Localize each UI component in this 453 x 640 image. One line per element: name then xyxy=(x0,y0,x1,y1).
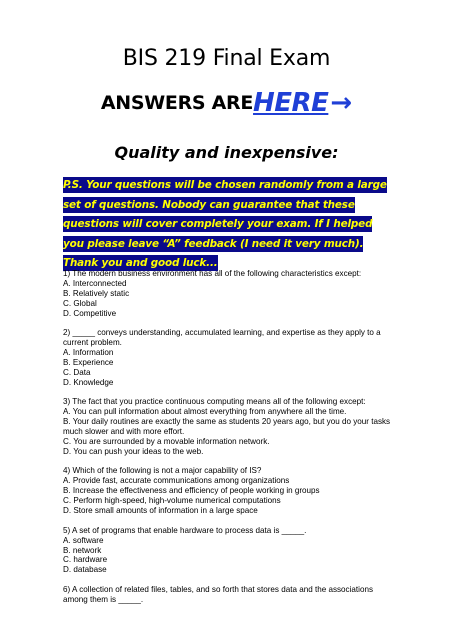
question-item xyxy=(63,526,393,576)
answer-option: B. Experience xyxy=(63,357,114,367)
answer-option: B. Your daily routines are exactly the same as students 20 years ago, but you do your tasks much slower and with more effort. xyxy=(63,417,391,437)
ps-note xyxy=(63,176,391,274)
tagline: Quality and inexpensive: xyxy=(114,143,339,162)
answer-option: C. Perform high-speed, high-volume numerical computations xyxy=(63,496,281,506)
page-title: BIS 219 Final Exam xyxy=(122,46,331,71)
question-item xyxy=(63,397,393,456)
question-text: 3) The fact that you practice continuous computing means all of the following except: xyxy=(63,397,366,407)
answers-here-link[interactable]: HERE xyxy=(253,88,329,118)
question-item xyxy=(63,585,393,605)
answer-option: B. Increase the effectiveness and efficiency of people working in groups xyxy=(63,486,320,496)
question-text: 6) A collection of related files, tables, and so forth that stores data and the associations among them is _____. xyxy=(63,584,373,604)
question-text: 5) A set of programs that enable hardware to process data is _____. xyxy=(63,525,307,535)
answers-lead-text: ANSWERS ARE xyxy=(100,92,254,114)
answer-option: C. Data xyxy=(63,367,91,377)
question-item xyxy=(63,466,393,516)
answer-option: C. Global xyxy=(63,298,97,308)
question-text: 1) The modern business environment has all of the following characteristics except: xyxy=(63,269,362,278)
answer-option: A. You can pull information about almost everything from anywhere all the time. xyxy=(63,407,347,417)
arrow-right-icon[interactable]: → xyxy=(330,88,353,118)
answer-option: D. database xyxy=(63,565,107,575)
answer-option: D. Competitive xyxy=(63,308,117,318)
answer-option: A. Provide fast, accurate communications among organizations xyxy=(63,476,290,486)
answer-option: D. Knowledge xyxy=(63,377,114,387)
answer-option: A. Interconnected xyxy=(63,278,127,288)
question-list xyxy=(63,269,393,614)
question-item xyxy=(63,328,393,387)
answer-option: A. Information xyxy=(63,348,114,358)
ps-note-text: P.S. Your questions will be chosen randomly from a large set of questions. Nobody can guarantee that these questions will cover completely your exam. If I helped you please leave “A” feedback (I need it very much). Thank you and good luck... xyxy=(63,179,387,269)
answers-line xyxy=(0,88,453,118)
answer-option: B. Relatively static xyxy=(63,288,130,298)
answer-option: C. hardware xyxy=(63,555,108,565)
answer-option: D. You can push your ideas to the web. xyxy=(63,446,204,456)
answer-option: C. You are surrounded by a movable information network. xyxy=(63,436,270,446)
question-text: 2) _____ conveys understanding, accumulated learning, and expertise as they apply to a current problem. xyxy=(63,328,381,348)
answer-option: D. Store small amounts of information in a large space xyxy=(63,506,258,516)
answer-option: A. software xyxy=(63,535,104,545)
question-text: 4) Which of the following is not a major capability of IS? xyxy=(63,466,262,476)
question-item xyxy=(63,269,393,319)
answer-option: B. network xyxy=(63,545,102,555)
